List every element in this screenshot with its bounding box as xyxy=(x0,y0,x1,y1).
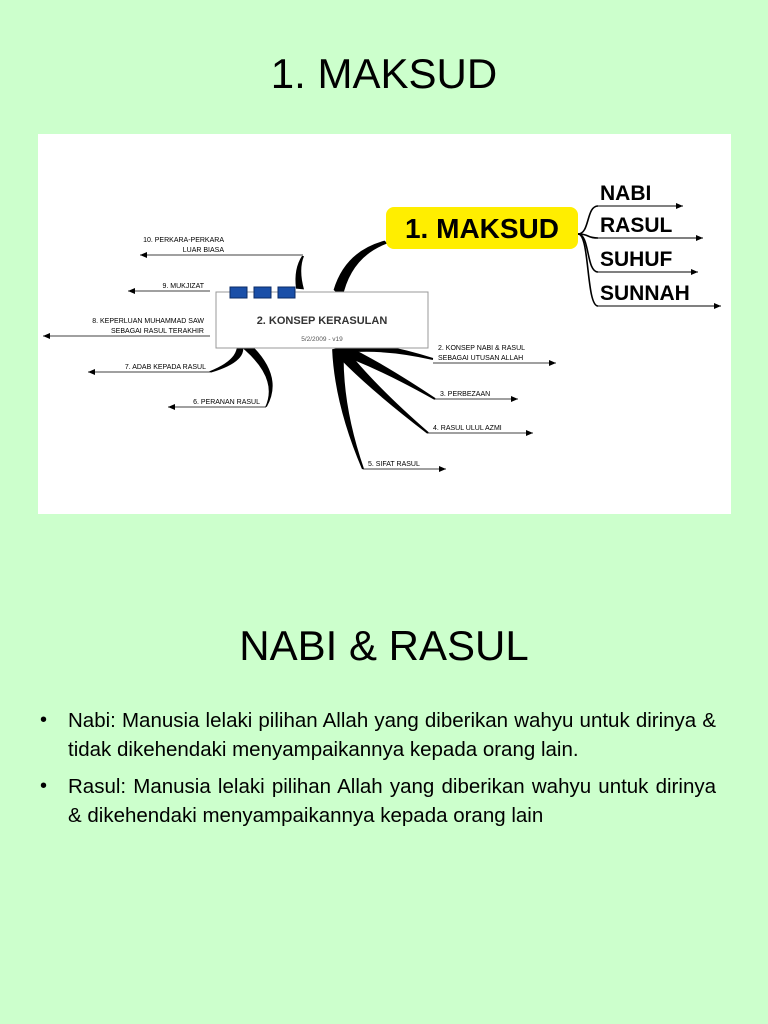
branch-label[interactable]: 9. MUKJIZAT xyxy=(162,283,204,290)
sub-item-label[interactable]: SUHUF xyxy=(600,248,673,271)
branch-label[interactable]: SEBAGAI RASUL TERAKHIR xyxy=(111,328,204,335)
definition-rasul xyxy=(38,772,716,830)
slide-title-maksud: 1. MAKSUD xyxy=(270,50,498,97)
definition-list xyxy=(38,706,716,838)
definition-nabi xyxy=(38,706,716,764)
definition-text: Rasul: Manusia lelaki pilihan Allah yang diberikan wahyu untuk dirinya & dikehendaki menyampaikannya kepada orang lain xyxy=(68,775,716,827)
toolbar-icon[interactable] xyxy=(254,287,271,298)
toolbar-icon[interactable] xyxy=(278,287,295,298)
branch-label[interactable]: 5. SIFAT RASUL xyxy=(368,461,420,468)
sub-item-label[interactable]: SUNNAH xyxy=(600,282,690,305)
sub-item-label[interactable]: NABI xyxy=(600,182,652,205)
branch-label[interactable]: 2. KONSEP NABI & RASUL xyxy=(438,345,526,352)
center-node-title: 2. KONSEP KERASULAN xyxy=(256,315,388,327)
bullet-icon: • xyxy=(40,775,48,797)
branch-label[interactable]: 8. KEPERLUAN MUHAMMAD SAW xyxy=(92,318,204,325)
sub-item-connector xyxy=(578,206,598,234)
slide-title-nabi-rasul: NABI & RASUL xyxy=(239,622,529,669)
toolbar-icon[interactable] xyxy=(230,287,247,298)
definition-text: Nabi: Manusia lelaki pilihan Allah yang diberikan wahyu untuk dirinya & tidak dikehendaki menyampaikannya kepada orang lain. xyxy=(68,709,716,761)
branch-label[interactable]: LUAR BIASA xyxy=(182,247,224,254)
branch-label[interactable]: 4. RASUL ULUL AZMI xyxy=(433,425,502,432)
branch-label[interactable]: 10. PERKARA-PERKARA xyxy=(143,237,224,244)
branch-label[interactable]: SEBAGAI UTUSAN ALLAH xyxy=(438,355,524,362)
highlight-node-label: 1. MAKSUD xyxy=(404,213,560,244)
branch-connector xyxy=(295,256,304,289)
sub-item-label[interactable]: RASUL xyxy=(600,214,673,237)
mind-map-diagram xyxy=(38,134,731,514)
branch-label[interactable]: 3. PERBEZAAN xyxy=(440,391,491,398)
branch-label[interactable]: 6. PERANAN RASUL xyxy=(193,399,260,406)
center-node-subtitle: 5/2/2009 - v19 xyxy=(301,336,343,343)
bullet-icon: • xyxy=(40,709,48,731)
branch-label[interactable]: 7. ADAB KEPADA RASUL xyxy=(124,364,206,371)
branch-connector xyxy=(334,241,388,298)
